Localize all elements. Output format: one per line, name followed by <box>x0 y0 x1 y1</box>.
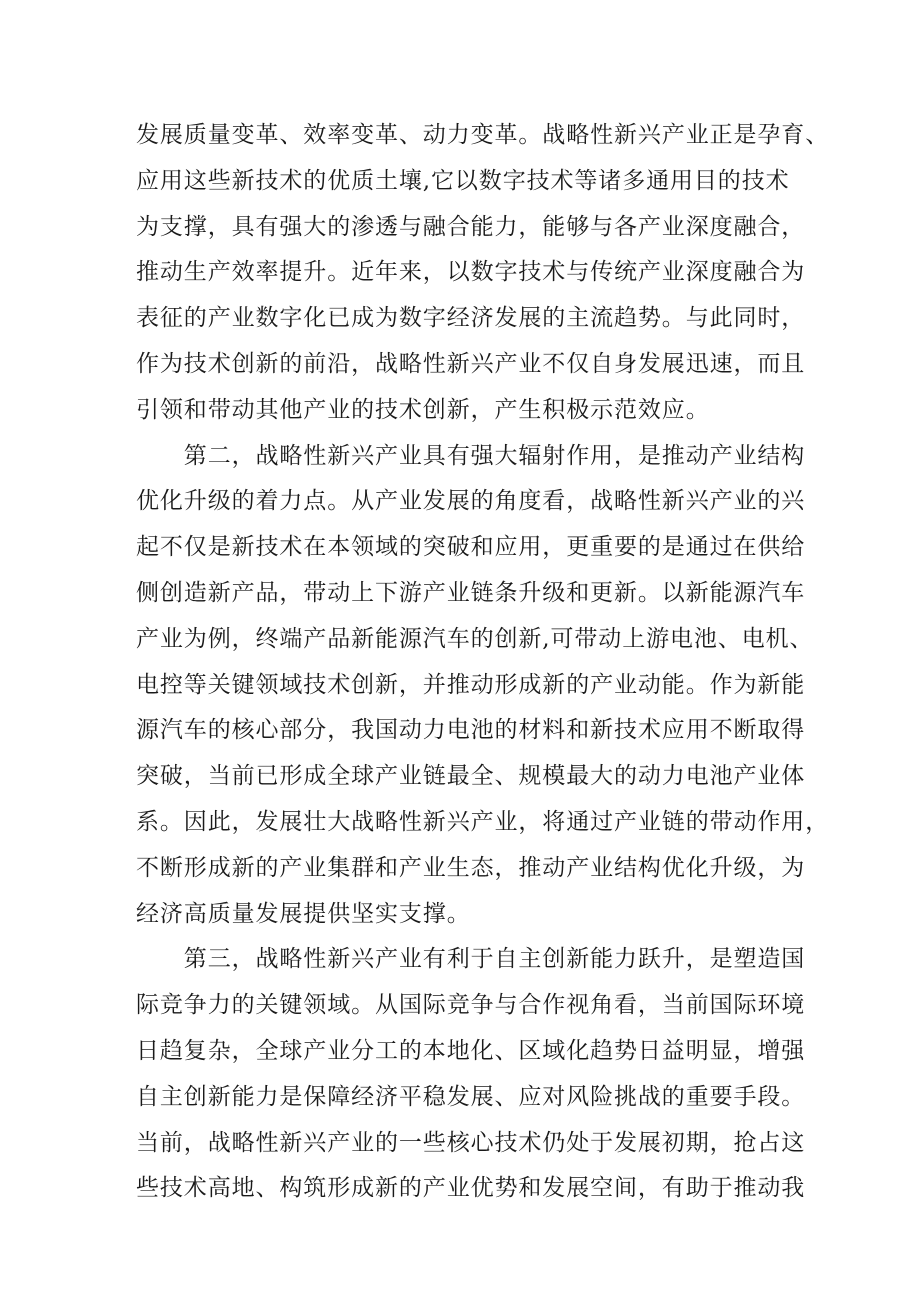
text-line: 应用这些新技术的优质土壤,它以数字技术等诸多通用目的技术 <box>136 167 790 194</box>
text-line: 自主创新能力是保障经济平稳发展、应对风险挑战的重要手段。 <box>136 1083 806 1110</box>
text-line: 产业为例，终端产品新能源汽车的创新,可带动上游电池、电机、 <box>136 625 814 652</box>
text-line: 优化升级的着力点。从产业发展的角度看，战略性新兴产业的兴 <box>136 488 806 515</box>
text-line: 突破，当前已形成全球产业链最全、规模最大的动力电池产业体 <box>136 763 806 790</box>
text-line: 系。因此，发展壮大战略性新兴产业，将通过产业链的带动作用， <box>136 808 830 835</box>
text-line: 第二，战略性新兴产业具有强大辐射作用，是推动产业结构 <box>136 442 806 469</box>
text-line: 作为技术创新的前沿，战略性新兴产业不仅自身发展迅速，而且 <box>136 350 806 377</box>
text-line: 表征的产业数字化已成为数字经济发展的主流趋势。与此同时， <box>136 305 806 332</box>
text-line: 不断形成新的产业集群和产业生态，推动产业结构优化升级，为 <box>136 854 806 881</box>
text-line: 日趋复杂，全球产业分工的本地化、区域化趋势日益明显，增强 <box>136 1037 806 1064</box>
text-line: 引领和带动其他产业的技术创新，产生积极示范效应。 <box>136 396 710 423</box>
text-line: 些技术高地、构筑形成新的产业优势和发展空间，有助于推动我 <box>136 1175 806 1202</box>
text-line: 经济高质量发展提供坚实支撑。 <box>136 900 471 927</box>
text-line: 际竞争力的关键领域。从国际竞争与合作视角看，当前国际环境 <box>136 992 806 1019</box>
text-line: 当前，战略性新兴产业的一些核心技术仍处于发展初期，抢占这 <box>136 1129 806 1156</box>
body-text <box>136 113 830 1212</box>
text-line: 侧创造新产品，带动上下游产业链条升级和更新。以新能源汽车 <box>136 579 806 606</box>
text-line: 为支撑，具有强大的渗透与融合能力，能够与各产业深度融合， <box>136 213 806 240</box>
text-line: 源汽车的核心部分，我国动力电池的材料和新技术应用不断取得 <box>136 717 806 744</box>
text-line: 起不仅是新技术在本领域的突破和应用，更重要的是通过在供给 <box>136 534 806 561</box>
text-line: 推动生产效率提升。近年来，以数字技术与传统产业深度融合为 <box>136 259 806 286</box>
text-line: 第三，战略性新兴产业有利于自主创新能力跃升，是塑造国 <box>136 946 806 973</box>
text-line: 电控等关键领域技术创新，并推动形成新的产业动能。作为新能 <box>136 671 806 698</box>
text-line: 发展质量变革、效率变革、动力变革。战略性新兴产业正是孕育、 <box>136 122 830 148</box>
